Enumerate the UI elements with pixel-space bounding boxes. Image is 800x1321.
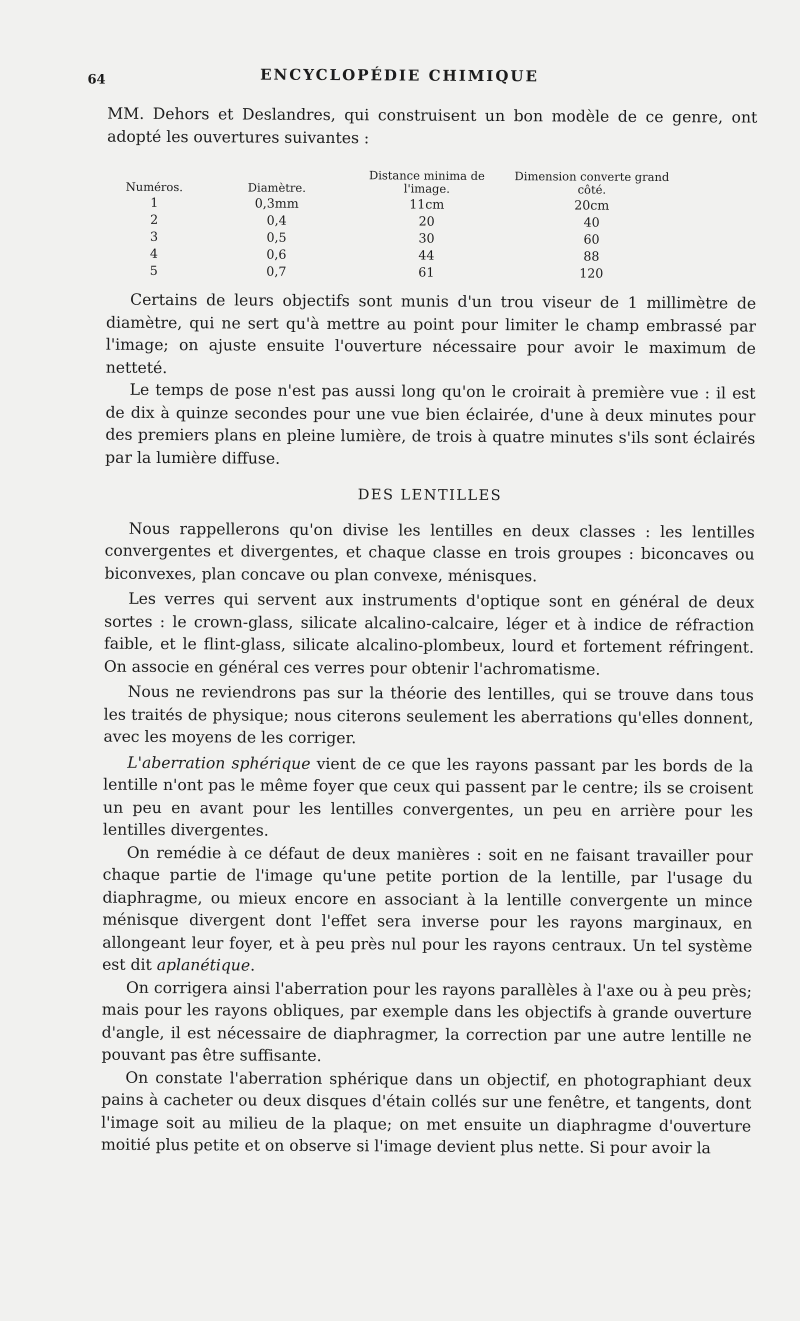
- table-cell: 5: [149, 262, 158, 278]
- table-header-cell: Dimension converte grand côté.: [514, 169, 670, 197]
- table-cell: 44: [418, 247, 435, 263]
- table-cell: 0,4: [266, 212, 287, 228]
- paragraph: Nous rappellerons qu'on divise les lentilles en deux classes : les lentilles convergentes et divergentes, et chaque classe en trois groupes : biconcaves ou biconvexes, plan concave ou plan convexe, ménisques.: [104, 519, 755, 585]
- paragraph: Le temps de pose n'est pas aussi long qu'on le croirait à première vue : il est de dix à quinze secondes pour une vue bien éclairée, d'une à deux minutes pour des premiers plans en pleine lumière, de trois à quatre minutes s'ils sont éclairés par la lumière diffuse.: [105, 380, 756, 468]
- paragraph: Les verres qui servent aux instruments d'optique sont en général de deux sortes : le crown-glass, silicate alcalino-calcaire, léger et à indice de réfraction faible, et le flint-glass, silicate alcalino-plombeux, lourd et fortement réfringent. On associe en général ces verres pour obtenir l'achromatisme.: [103, 589, 755, 679]
- table-cell: 120: [579, 265, 604, 281]
- aberration-paragraph: [103, 751, 754, 845]
- paragraph: On constate l'aberration sphérique dans un objectif, en photographiant deux pains à cacheter ou deux disques d'étain collés sur une fenêtre, et tangents, dont l'image soit au milieu de la plaque; on met ensuite un diaphragme d'ouverture moitié plus petite et on observe si l'image devient plus nette. Si pour avoir la: [100, 1068, 752, 1158]
- table-cell: 1: [150, 194, 159, 210]
- table-header-cell: Distance minima de l'image.: [368, 168, 485, 196]
- table-cell: 30: [418, 230, 435, 246]
- table-header-cell: Numéros.: [125, 179, 183, 195]
- table-cell: 4: [149, 245, 159, 261]
- table-cell: 20cm: [574, 197, 610, 213]
- page-body: [101, 103, 757, 1160]
- table-row: [106, 262, 756, 283]
- paragraph-end: .: [250, 956, 256, 975]
- table-cell: 0,6: [266, 246, 287, 262]
- table-cell: 20: [418, 213, 435, 229]
- table-cell: 40: [583, 214, 600, 230]
- intro-paragraph: MM. Dehors et Deslandres, qui construisent un bon modèle de ce genre, ont adopté les ouvertures suivantes :: [107, 104, 758, 147]
- table-cell: 0,5: [266, 229, 287, 245]
- remedy-paragraph: [102, 841, 753, 980]
- table-cell: 2: [150, 211, 159, 227]
- aperture-table: [106, 154, 757, 283]
- term-italic: aplanétique: [156, 955, 251, 975]
- paragraph-text: vient de ce que les rayons passant par les bords de la lentille n'ont pas le même foyer que ceux qui passent par le centre; ils se croisent un peu en avant pour les lentilles convergentes, un peu en arrière pour les lentilles divergentes.: [102, 754, 754, 840]
- paragraph: Nous ne reviendrons pas sur la théorie des lentilles, qui se trouve dans tous les traités de physique; nous citerons seulement les aberrations qu'elles donnent, avec les moyens de les corriger.: [103, 682, 754, 748]
- paragraph: On corrigera ainsi l'aberration pour les rayons parallèles à l'axe ou à peu près; mais pour les rayons obliques, par exemple dans les objectifs à grande ouverture d'angle, il est nécessaire de diaphragmer, la correction par une autre lentille ne pouvant pas être suffisante.: [101, 978, 753, 1065]
- table-header-row: [107, 154, 757, 198]
- term-italic: L'aberration sphérique: [127, 753, 311, 773]
- table-cell: 88: [583, 248, 600, 264]
- page-number: 64: [87, 72, 106, 88]
- paragraph-text: On remédie à ce défaut de deux manières : soit en ne faisant travailler pour chaque partie de l'image qu'une petite portion de la lentille, par l'usage du diaphragme, ou mieux encore en associant à la lentille convergente un mince ménisque divergent dont l'effet sera inverse pour les rayons marginaux, en allongeant leur foyer, et à peu près nul pour les rayons centraux. Un tel système est dit: [102, 843, 753, 974]
- running-title: ENCYCLOPÉDIE CHIMIQUE: [260, 65, 540, 86]
- table-cell: 0,3mm: [254, 195, 299, 211]
- table-header-cell: Diamètre.: [247, 180, 306, 195]
- paragraph: Certains de leurs objectifs sont munis d'un trou viseur de 1 millimètre de diamètre, qui ne sert qu'à mettre au point pour limiter le champ embrassé par l'image; on ajuste ensuite l'ouverture nécessaire pour avoir le maximum de netteté.: [105, 290, 757, 377]
- table-cell: 11cm: [409, 196, 445, 212]
- section-heading: DES LENTILLES: [357, 487, 503, 505]
- table-cell: 0,7: [266, 263, 287, 279]
- table-cell: 61: [418, 264, 435, 280]
- table-cell: 60: [583, 231, 600, 247]
- table-cell: 3: [149, 228, 159, 244]
